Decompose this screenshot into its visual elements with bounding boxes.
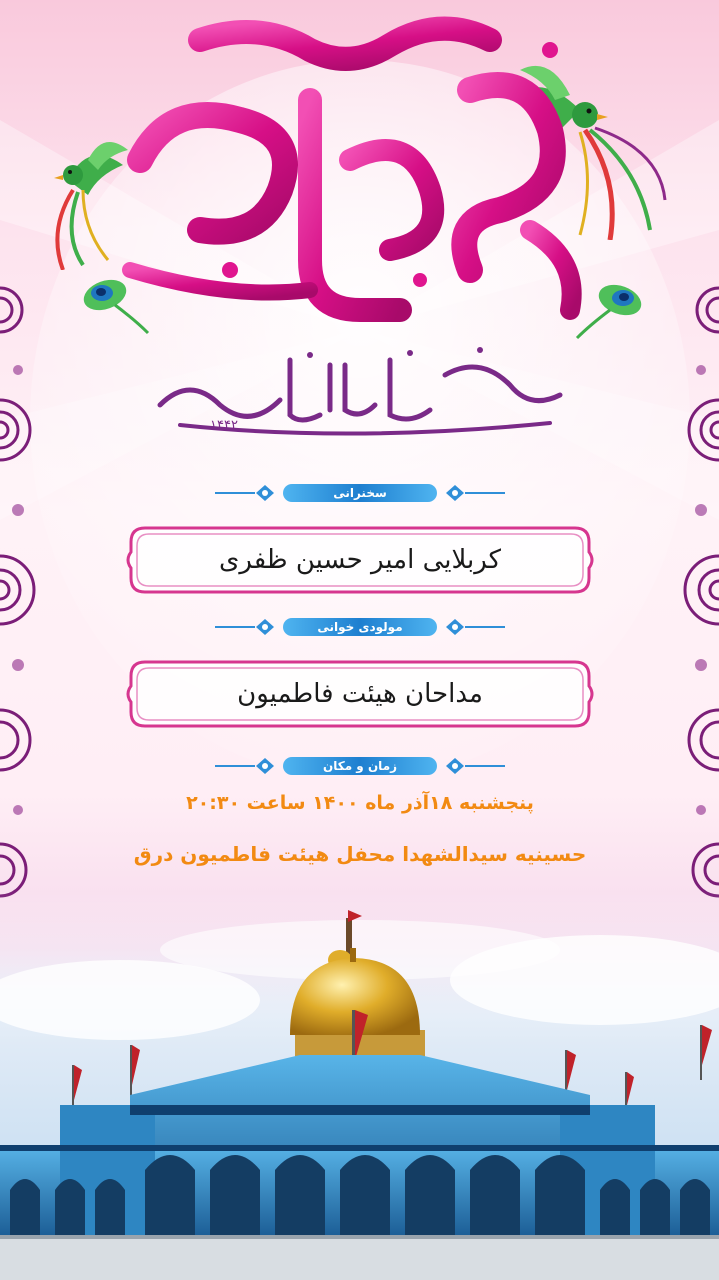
event-date-time: پنجشنبه ۱۸آذر ماه ۱۴۰۰ ساعت ۲۰:۳۰	[186, 792, 534, 814]
knot-ornament-icon	[255, 484, 275, 502]
section-label-text: سخنرانی	[283, 484, 437, 502]
speaker-name: کربلایی امیر حسین ظفری	[219, 545, 501, 575]
section-label-mawlid	[215, 616, 505, 638]
knot-ornament-icon	[255, 618, 275, 636]
knot-ornament-icon	[445, 757, 465, 775]
performers-name-frame	[125, 656, 595, 732]
section-label-speech	[215, 482, 505, 504]
right-arabesque-ornament-icon	[674, 270, 719, 930]
title-calligraphy	[110, 10, 610, 340]
event-venue: حسینیه سیدالشهدا محفل هیئت فاطمیون درق	[133, 842, 587, 866]
left-arabesque-ornament-icon	[0, 270, 45, 930]
shrine-illustration	[0, 890, 719, 1280]
speaker-name-frame	[125, 522, 595, 598]
section-label-text: زمان و مکان	[283, 757, 437, 775]
knot-ornament-icon	[445, 484, 465, 502]
knot-ornament-icon	[255, 757, 275, 775]
section-label-text: مولودی خوانی	[283, 618, 437, 636]
performers-name: مداحان هیئت فاطمیون	[237, 679, 483, 709]
salutation-year: ۱۴۴۲	[210, 418, 238, 433]
knot-ornament-icon	[445, 618, 465, 636]
section-label-time-place	[215, 755, 505, 777]
